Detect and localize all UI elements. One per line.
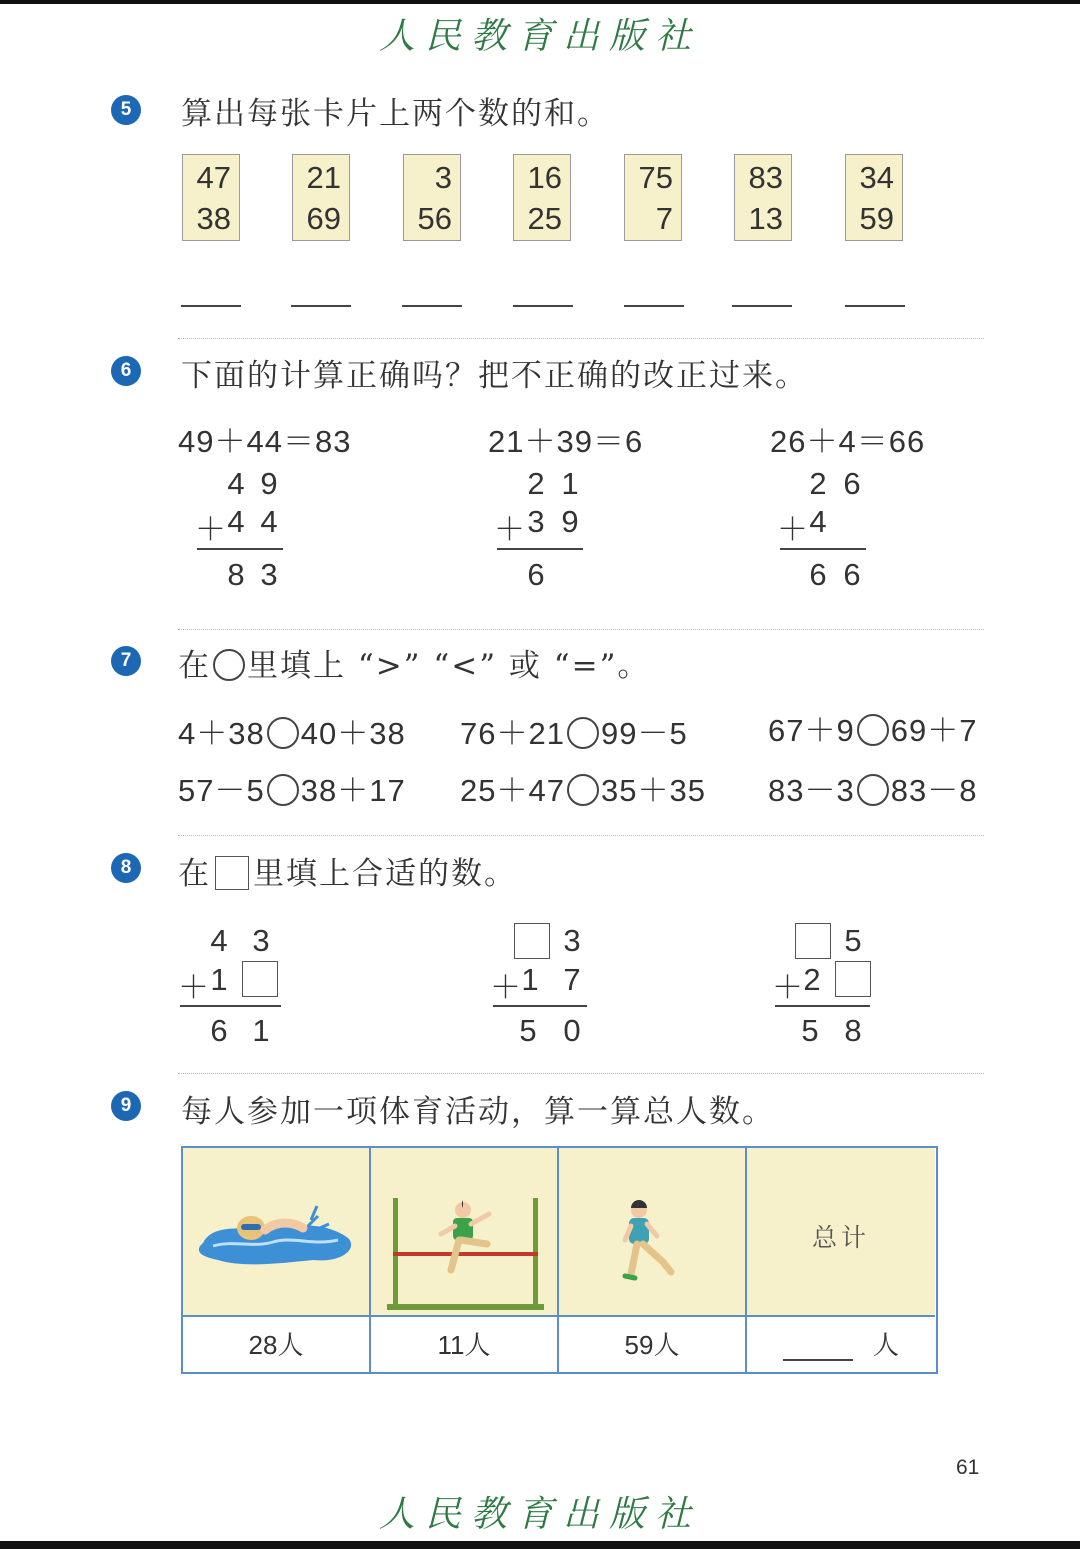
publisher-logo-bottom <box>0 1486 1080 1537</box>
hurdles-illustration <box>371 1148 559 1315</box>
compare-item: 57－5 38＋17 <box>178 773 406 808</box>
top-border <box>0 0 1080 4</box>
compare-circle[interactable] <box>267 717 299 749</box>
divider <box>178 835 984 836</box>
divider <box>178 629 984 630</box>
equation: 49＋44＝83 <box>178 424 352 459</box>
compare-item: 67＋9 69＋7 <box>768 713 978 748</box>
number-card: 83 13 <box>734 154 792 241</box>
compare-item: 4＋38 40＋38 <box>178 716 406 751</box>
compare-item: 76＋21 99－5 <box>460 716 688 751</box>
fill-box[interactable] <box>514 923 550 959</box>
divider <box>178 338 984 339</box>
compare-circle[interactable] <box>857 774 889 806</box>
question-5-text: 算出每张卡片上两个数的和。 <box>181 96 610 132</box>
running-illustration <box>559 1148 747 1315</box>
answer-blank[interactable] <box>624 305 684 307</box>
compare-circle[interactable] <box>567 717 599 749</box>
compare-circle[interactable] <box>267 774 299 806</box>
answer-blank[interactable] <box>513 305 573 307</box>
number-card: 21 69 <box>292 154 350 241</box>
number-card: 3 56 <box>403 154 461 241</box>
question-number: 5 <box>111 95 141 125</box>
question-number: 9 <box>111 1091 141 1121</box>
publisher-logo-top <box>0 8 1080 59</box>
question-9-text: 每人参加一项体育活动，算一算总人数。 <box>181 1094 775 1130</box>
count-hurdles: 11人 <box>371 1315 559 1372</box>
answer-blank[interactable] <box>732 305 792 307</box>
count-total: 人 <box>747 1315 935 1372</box>
total-blank[interactable] <box>783 1333 853 1361</box>
fill-box[interactable] <box>795 923 831 959</box>
answer-blank[interactable] <box>845 305 905 307</box>
question-number: 6 <box>111 356 141 386</box>
example-square <box>215 856 249 890</box>
equation: 21＋39＝6 <box>488 424 644 459</box>
publisher-name: 人民教育出版社 <box>378 16 701 57</box>
fill-box[interactable] <box>242 961 278 997</box>
question-8-text: 在 里填上合适的数。 <box>178 856 517 892</box>
number-card: 16 25 <box>513 154 571 241</box>
divider <box>178 1073 984 1074</box>
total-cell <box>747 1148 935 1315</box>
answer-blank[interactable] <box>402 305 462 307</box>
swimming-illustration <box>183 1148 371 1315</box>
answer-blank[interactable] <box>181 305 241 307</box>
page-number: 61 <box>956 1456 980 1479</box>
number-card: 75 7 <box>624 154 682 241</box>
compare-circle[interactable] <box>857 714 889 746</box>
count-swimming: 28人 <box>183 1315 371 1372</box>
fill-box[interactable] <box>835 961 871 997</box>
compare-item: 25＋47 35＋35 <box>460 773 706 808</box>
activity-table <box>181 1146 938 1374</box>
publisher-name: 人民教育出版社 <box>378 1494 701 1535</box>
question-number: 8 <box>111 853 141 883</box>
example-circle <box>213 649 245 681</box>
answer-blank[interactable] <box>291 305 351 307</box>
count-running: 59人 <box>559 1315 747 1372</box>
compare-circle[interactable] <box>567 774 599 806</box>
equation: 26＋4＝66 <box>770 424 926 459</box>
bottom-border <box>0 1541 1080 1549</box>
number-card: 47 38 <box>182 154 240 241</box>
total-label: 总计 <box>811 1223 870 1252</box>
number-card: 34 59 <box>845 154 903 241</box>
question-number: 7 <box>111 646 141 676</box>
question-7-text: 在 里填上 “>” “<” 或 “=”。 <box>178 648 651 684</box>
question-6-text: 下面的计算正确吗？把不正确的改正过来。 <box>181 358 808 394</box>
compare-item: 83－3 83－8 <box>768 773 978 808</box>
